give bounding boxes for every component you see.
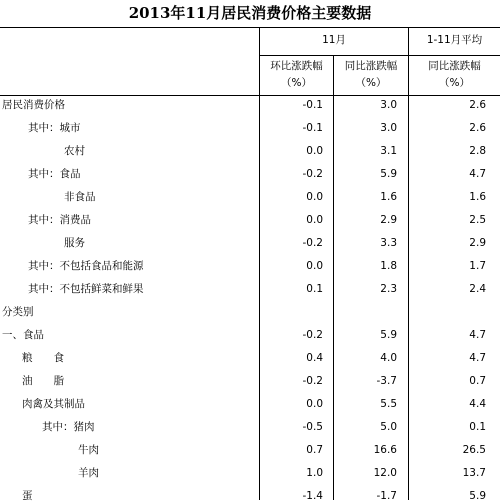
row-label: 其中：消费品 — [28, 214, 91, 226]
yoy-value: -3.7 — [376, 375, 397, 387]
average-yoy-value: 2.6 — [469, 122, 486, 134]
mom-value: 0.0 — [306, 214, 323, 226]
header-group-november: 11月 — [322, 34, 346, 46]
yoy-value: 5.9 — [380, 168, 397, 180]
row-label: 羊肉 — [78, 467, 99, 479]
mom-value: -0.2 — [302, 237, 323, 249]
row-label: 蛋 — [22, 490, 33, 502]
row-label: 其中：猪肉 — [42, 421, 95, 433]
average-yoy-value: 4.7 — [469, 352, 486, 364]
header-mom-line2: （%） — [281, 77, 312, 89]
mom-value: 0.7 — [306, 444, 323, 456]
row-label: 一、食品 — [2, 329, 44, 341]
row-label: 服务 — [64, 237, 85, 249]
header-bottom-border — [0, 95, 500, 96]
yoy-value: 3.0 — [380, 122, 397, 134]
average-yoy-value: 2.6 — [469, 99, 486, 111]
yoy-value: 1.8 — [380, 260, 397, 272]
header-mom-line1: 环比涨跌幅 — [270, 60, 323, 72]
yoy-value: 16.6 — [373, 444, 397, 456]
average-yoy-value: 2.8 — [469, 145, 486, 157]
row-label: 非食品 — [64, 191, 96, 203]
yoy-value: 3.0 — [380, 99, 397, 111]
yoy-value: 2.9 — [380, 214, 397, 226]
average-yoy-value: 26.5 — [462, 444, 486, 456]
average-yoy-value: 4.7 — [469, 168, 486, 180]
row-label: 牛肉 — [78, 444, 99, 456]
mom-value: -0.1 — [302, 99, 323, 111]
header-yoy-line2: （%） — [355, 77, 387, 89]
yoy-value: 2.3 — [380, 283, 397, 295]
yoy-value: 3.3 — [380, 237, 397, 249]
yoy-value: 12.0 — [373, 467, 397, 479]
mom-value: 1.0 — [306, 467, 323, 479]
header-average-yoy-line2: （%） — [439, 77, 470, 89]
average-yoy-value: 5.9 — [469, 490, 486, 502]
row-label: 分类别 — [2, 306, 34, 318]
average-yoy-value: 0.7 — [469, 375, 486, 387]
mom-value: 0.4 — [306, 352, 323, 364]
yoy-value: 5.9 — [380, 329, 397, 341]
header-yoy-line1: 同比涨跌幅 — [344, 60, 398, 72]
average-yoy-value: 2.5 — [469, 214, 486, 226]
header-group-divider — [259, 55, 500, 56]
mom-value: 0.0 — [306, 145, 323, 157]
row-label: 其中：食品 — [28, 168, 81, 180]
yoy-value: -1.7 — [376, 490, 397, 502]
average-yoy-value: 2.9 — [469, 237, 486, 249]
row-label: 肉禽及其制品 — [22, 398, 85, 410]
mom-value: -0.1 — [302, 122, 323, 134]
yoy-value: 4.0 — [380, 352, 397, 364]
row-label: 粮 食 — [22, 352, 64, 364]
mom-value: 0.0 — [306, 398, 323, 410]
yoy-value: 5.5 — [380, 398, 397, 410]
row-label: 其中：不包括食品和能源 — [28, 260, 144, 272]
mom-value: -0.2 — [302, 168, 323, 180]
average-yoy-value: 1.6 — [469, 191, 486, 203]
average-yoy-value: 2.4 — [469, 283, 486, 295]
yoy-value: 1.6 — [380, 191, 397, 203]
mom-value: -0.2 — [302, 375, 323, 387]
mom-value: 0.1 — [306, 283, 323, 295]
mom-value: -1.4 — [302, 490, 323, 502]
mom-value: 0.0 — [306, 260, 323, 272]
page-title: 2013年11月居民消费价格主要数据 — [128, 4, 372, 22]
row-label: 其中：不包括鲜菜和鲜果 — [28, 283, 144, 295]
row-label: 其中：城市 — [28, 122, 81, 134]
cpi-data-table — [0, 27, 500, 500]
average-yoy-value: 4.4 — [469, 398, 486, 410]
row-label: 农村 — [64, 145, 85, 157]
table-top-border — [0, 27, 500, 28]
average-yoy-value: 1.7 — [469, 260, 486, 272]
header-average-yoy-line1: 同比涨跌幅 — [428, 60, 481, 72]
average-yoy-value: 13.7 — [462, 467, 486, 479]
yoy-value: 3.1 — [380, 145, 397, 157]
header-group-jan-nov-average: 1-11月平均 — [426, 34, 483, 46]
mom-value: -0.2 — [302, 329, 323, 341]
row-label: 油 脂 — [22, 375, 64, 387]
average-yoy-value: 0.1 — [469, 421, 486, 433]
average-yoy-value: 4.7 — [469, 329, 486, 341]
mom-value: -0.5 — [302, 421, 323, 433]
yoy-value: 5.0 — [380, 421, 397, 433]
row-label: 居民消费价格 — [2, 99, 65, 111]
mom-value: 0.0 — [306, 191, 323, 203]
